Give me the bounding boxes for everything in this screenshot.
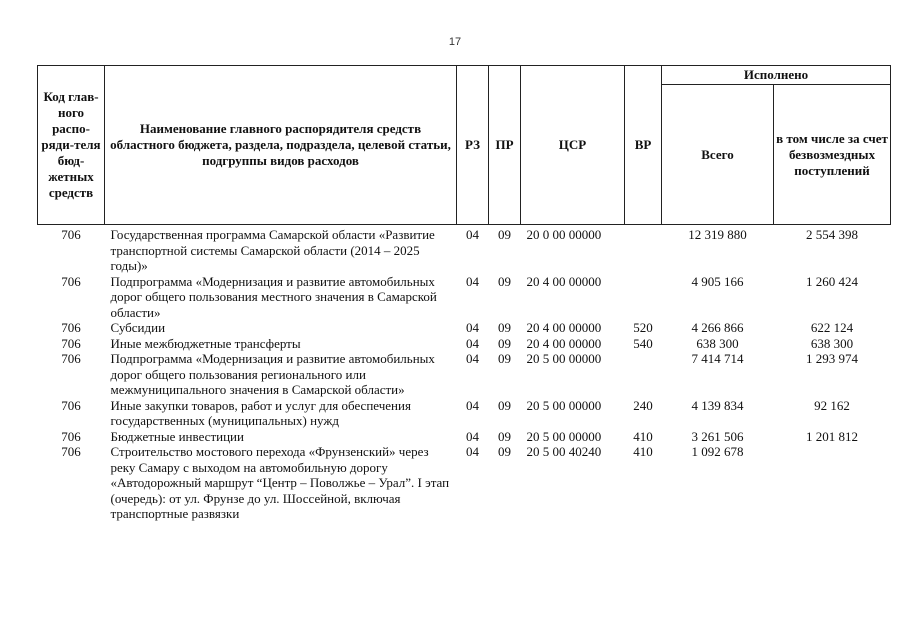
- cell-gratis: 1 201 812: [806, 428, 858, 444]
- header-rz: РЗ: [457, 66, 489, 225]
- cell-csr: 20 5 00 00000: [526, 397, 602, 413]
- header-name: Наименование главного распорядителя средств областного бюджета, раздела, подраздела, целевой статьи, подгруппы видов расходов: [105, 66, 457, 225]
- cell-total: 4 139 834: [691, 397, 744, 413]
- header-vr: ВР: [625, 66, 662, 225]
- cell-pr: 09: [498, 397, 511, 413]
- cell-csr: 20 4 00 00000: [526, 320, 602, 335]
- cell-rz: 04: [466, 397, 479, 413]
- cell-total: 12 319 880: [688, 227, 747, 242]
- cell-csr: 20 5 00 00000: [526, 351, 602, 366]
- cell-gratis: 2 554 398: [806, 227, 858, 242]
- cell-code: 706: [61, 444, 81, 459]
- table-row: [38, 444, 891, 522]
- cell-csr: 20 5 00 40240: [526, 444, 602, 459]
- cell-code: 706: [61, 335, 81, 351]
- cell-name: Подпрограмма «Модернизация и развитие автомобильных дорог общего пользования регионального или межмуниципального значения в Самарской области»: [110, 351, 435, 397]
- table-row: [38, 274, 891, 321]
- table-row: [38, 225, 891, 274]
- cell-gratis: 1 260 424: [806, 273, 858, 289]
- cell-vr: 410: [633, 444, 653, 459]
- table-row: [38, 398, 891, 429]
- cell-csr: 20 4 00 00000: [526, 273, 602, 289]
- cell-total: 4 266 866: [691, 320, 744, 335]
- cell-pr: 09: [498, 320, 511, 335]
- cell-name: Иные закупки товаров, работ и услуг для обеспечения государственных (муниципальных) нужд: [110, 397, 411, 428]
- cell-rz: 04: [466, 444, 479, 459]
- cell-rz: 04: [466, 428, 479, 444]
- header-csr: ЦСР: [521, 66, 625, 225]
- table-row: [38, 429, 891, 445]
- cell-total: 4 905 166: [691, 273, 744, 289]
- cell-code: 706: [61, 273, 81, 289]
- table-row: [38, 320, 891, 336]
- cell-code: 706: [61, 428, 81, 444]
- cell-vr: 240: [633, 397, 653, 413]
- cell-name: Иные межбюджетные трансферты: [110, 335, 301, 351]
- cell-vr: [625, 274, 662, 321]
- cell-pr: 09: [498, 444, 511, 459]
- cell-gratis: [774, 444, 891, 522]
- cell-pr: 09: [498, 351, 511, 366]
- cell-vr: 410: [633, 428, 653, 444]
- cell-total: 638 300: [696, 335, 739, 351]
- cell-code: 706: [61, 397, 81, 413]
- cell-total: 3 261 506: [691, 428, 744, 444]
- cell-name: Строительство мостового перехода «Фрунзенский» через реку Самару с выходом на автомобильную дорогу «Автодорожный маршрут “Центр – Поволжье – Урал”. I этап (очередь): от ул. Фрунзе до ул. Шоссейной, включая транспортные развязки: [110, 444, 450, 521]
- table-row: [38, 351, 891, 398]
- cell-gratis: 1 293 974: [806, 351, 858, 366]
- cell-total: 7 414 714: [691, 351, 744, 366]
- cell-name: Бюджетные инвестиции: [110, 428, 244, 444]
- table-row: [38, 336, 891, 352]
- cell-rz: 04: [466, 335, 479, 351]
- cell-csr: 20 0 00 00000: [526, 227, 602, 242]
- cell-gratis: 92 162: [814, 397, 850, 413]
- cell-name: Подпрограмма «Модернизация и развитие автомобильных дорог общего пользования местного значения в Самарской области»: [110, 273, 437, 320]
- cell-vr: 540: [633, 335, 653, 351]
- budget-table: [37, 65, 891, 522]
- cell-csr: 20 5 00 00000: [526, 428, 602, 444]
- cell-pr: 09: [498, 428, 511, 444]
- cell-vr: 520: [633, 320, 653, 335]
- header-total: Всего: [662, 85, 774, 225]
- header-gratis: в том числе за счет безвозмездных поступлений: [774, 85, 891, 225]
- cell-rz: 04: [466, 351, 479, 366]
- cell-rz: 04: [466, 227, 479, 242]
- cell-vr: [625, 225, 662, 274]
- cell-code: 706: [61, 351, 81, 366]
- header-pr: ПР: [489, 66, 521, 225]
- header-code: Код глав-ного распо-ряди-теля бюд-жетных средств: [38, 66, 105, 225]
- cell-rz: 04: [466, 273, 479, 289]
- cell-pr: 09: [498, 273, 511, 289]
- cell-vr: [625, 351, 662, 398]
- cell-code: 706: [61, 227, 81, 242]
- table-body: [38, 225, 891, 522]
- page-number: 17: [448, 36, 462, 48]
- cell-gratis: 622 124: [810, 320, 854, 335]
- cell-name: Субсидии: [110, 320, 166, 335]
- cell-pr: 09: [498, 227, 511, 242]
- cell-code: 706: [61, 320, 81, 335]
- cell-gratis: 638 300: [810, 335, 854, 351]
- header-executed: Исполнено: [662, 66, 891, 85]
- cell-name: Государственная программа Самарской области «Развитие транспортной системы Самарской области (2014 – 2025 годы)»: [110, 227, 435, 273]
- cell-total: 1 092 678: [691, 444, 744, 459]
- cell-pr: 09: [498, 335, 511, 351]
- cell-rz: 04: [466, 320, 479, 335]
- cell-csr: 20 4 00 00000: [526, 335, 602, 351]
